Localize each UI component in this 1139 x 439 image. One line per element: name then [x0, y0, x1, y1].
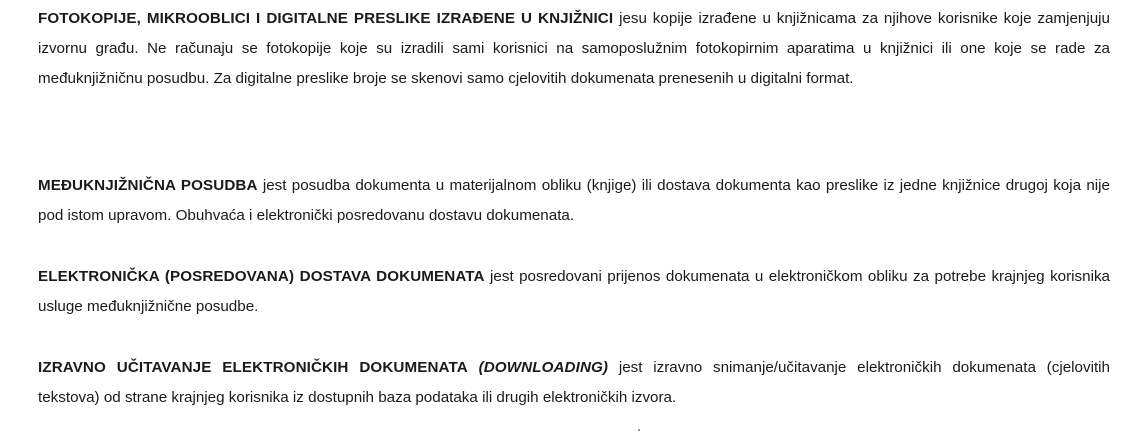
definition-term: IZRAVNO UČITAVANJE ELEKTRONIČKIH DOKUMENATA [38, 359, 468, 376]
definition-term: MEĐUKNJIŽNIČNA POSUDBA [38, 177, 258, 194]
definition-photocopies [38, 4, 1110, 94]
definition-term: ELEKTRONIČKA (POSREDOVANA) DOSTAVA DOKUMENATA [38, 268, 485, 285]
definition-term-italic: (DOWNLOADING) [478, 359, 609, 376]
definition-electronic-delivery [38, 262, 1110, 322]
scan-speck [638, 429, 640, 431]
definition-text: jest posredovani prijenos dokumenata u elektroničkom obliku za potrebe krajnjeg korisnika usluge međuknjižnične posudbe. [38, 268, 1110, 315]
definition-text: jest izravno snimanje/učitavanje elektroničkih dokumenata (cjelovitih tekstova) od strane krajnjeg korisnika iz dostupnih baza podataka ili drugih elektroničkih izvora. [38, 359, 1110, 406]
definition-term: FOTOKOPIJE, MIKROOBLICI I DIGITALNE PRESLIKE IZRAĐENE U KNJIŽNICI [38, 10, 614, 27]
definition-downloading [38, 353, 1110, 413]
definition-text: jest posudba dokumenta u materijalnom obliku (knjige) ili dostava dokumenta kao preslike iz jedne knjižnice drugoj koja nije pod istom upravom. Obuhvaća i elektronički posredovanu dostavu dokumenata. [38, 177, 1110, 224]
definition-interlibrary-loan [38, 171, 1110, 231]
definition-text: jesu kopije izrađene u knjižnicama za njihove korisnike koje zamjenjuju izvornu građu. Ne računaju se fotokopije koje su izradili sami korisnici na samoposlužnim fotokopirnim aparatima u knjižnici ili one koje se rade za međuknjižničnu posudbu. Za digitalne preslike broje se skenovi samo cjelovitih dokumenata prenesenih u digitalni format. [38, 10, 1110, 87]
